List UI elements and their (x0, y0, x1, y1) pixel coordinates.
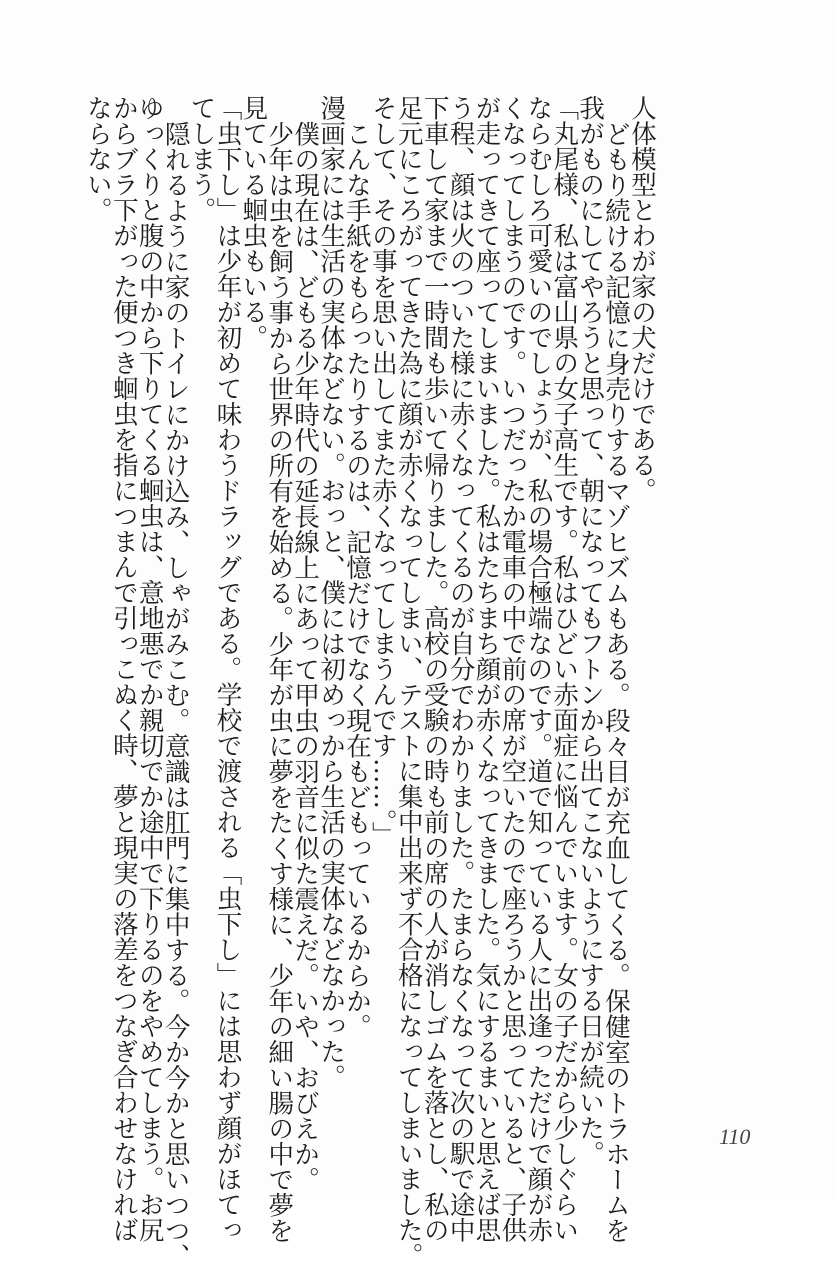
text-line: そして、その事を思い出してまた赤くなってしまうんです……。」 (367, 95, 398, 848)
text-line: どもり続ける記憶に身売りするマゾヒズムもある。段々目が充血してくる。保健室のトラホームを (601, 121, 632, 1243)
text-line: 見ている蛔虫もいる。 (238, 95, 269, 350)
text-line: 僕の現在は、どもる少年時代の延長線上にあって甲虫の羽音に似た震えだ。いや、おびえか。 (290, 121, 321, 1192)
text-line: 人体模型とわが家の犬だけである。 (626, 95, 657, 503)
text-line: こんな手紙をもらったりするのは、記憶だけでなく現在もどもっているからか。 (341, 121, 372, 1039)
text-line: てしまう。 (186, 95, 217, 223)
text-line: ゆっくりと腹の中から下りてくる蛔虫は、意地悪でか親切でか途中で下りるのをやめてしまう。お尻 (134, 95, 165, 1243)
text-line: からブラ下がった便つき蛔虫を指につまんで引っこぬく時、夢と現実の落差をつなぎ合わせなければ (108, 95, 139, 1243)
text-line: 足元にころがってきた為に顔が赤くなってしまい、テストに集中出来ず不合格になってしまいました。 (393, 95, 424, 1268)
text-line: くなってしまうのです。いつだったか電車の中で前の席が空いたので座ろうかと思っていると、子供 (497, 95, 528, 1243)
text-line: う程、顔は火のついた様に赤くなってくるのが自分でわかりました。たまらなくなって次の駅で途中 (445, 95, 476, 1243)
text-line: が走ってきて座ってしまいました。私はたちまち顔が赤くなってきました。気にするまいと思えば思 (471, 95, 502, 1243)
text-line: ならない。 (82, 95, 113, 223)
text-line: 「丸尾様、私は富山県の女子高生です。私はひどい赤面症に悩んでいます。女の子だから少しぐらい (549, 95, 580, 1243)
text-line: 少年は虫を飼う事から世界の所有を始める。少年が虫に夢をたくす様に、少年の細い腸の中で夢を (264, 121, 295, 1243)
page-number: 110 (719, 1124, 751, 1149)
text-line: 下車して家まで一時間も歩いて帰りました。高校の受験の時も前の席の人が消しゴムを落とし、私の (419, 95, 450, 1243)
text-line: ならむしろ可愛いのでしょうが、私の場合極端なのです。道で知っている人に出逢っただけで顔が赤 (523, 95, 554, 1243)
text-line: 隠れるように家のトイレにかけ込み、しゃがみこむ。意識は肛門に集中する。今か今かと思いつつ、 (160, 121, 191, 1269)
vertical-text-block (82, 95, 657, 1269)
text-line: 漫画家には生活の実体などない。おっと、僕には初めっから生活の実体などなかった。 (316, 95, 347, 1090)
text-line: 我がものにしてやろうと思って、朝になってもフトンから出てこないようにする日が続いた。 (575, 95, 606, 1166)
text-line: 「虫下し」は少年が初めて味わうドラッグである。学校で渡される「虫下し」には思わず顔がほてっ (212, 95, 243, 1243)
